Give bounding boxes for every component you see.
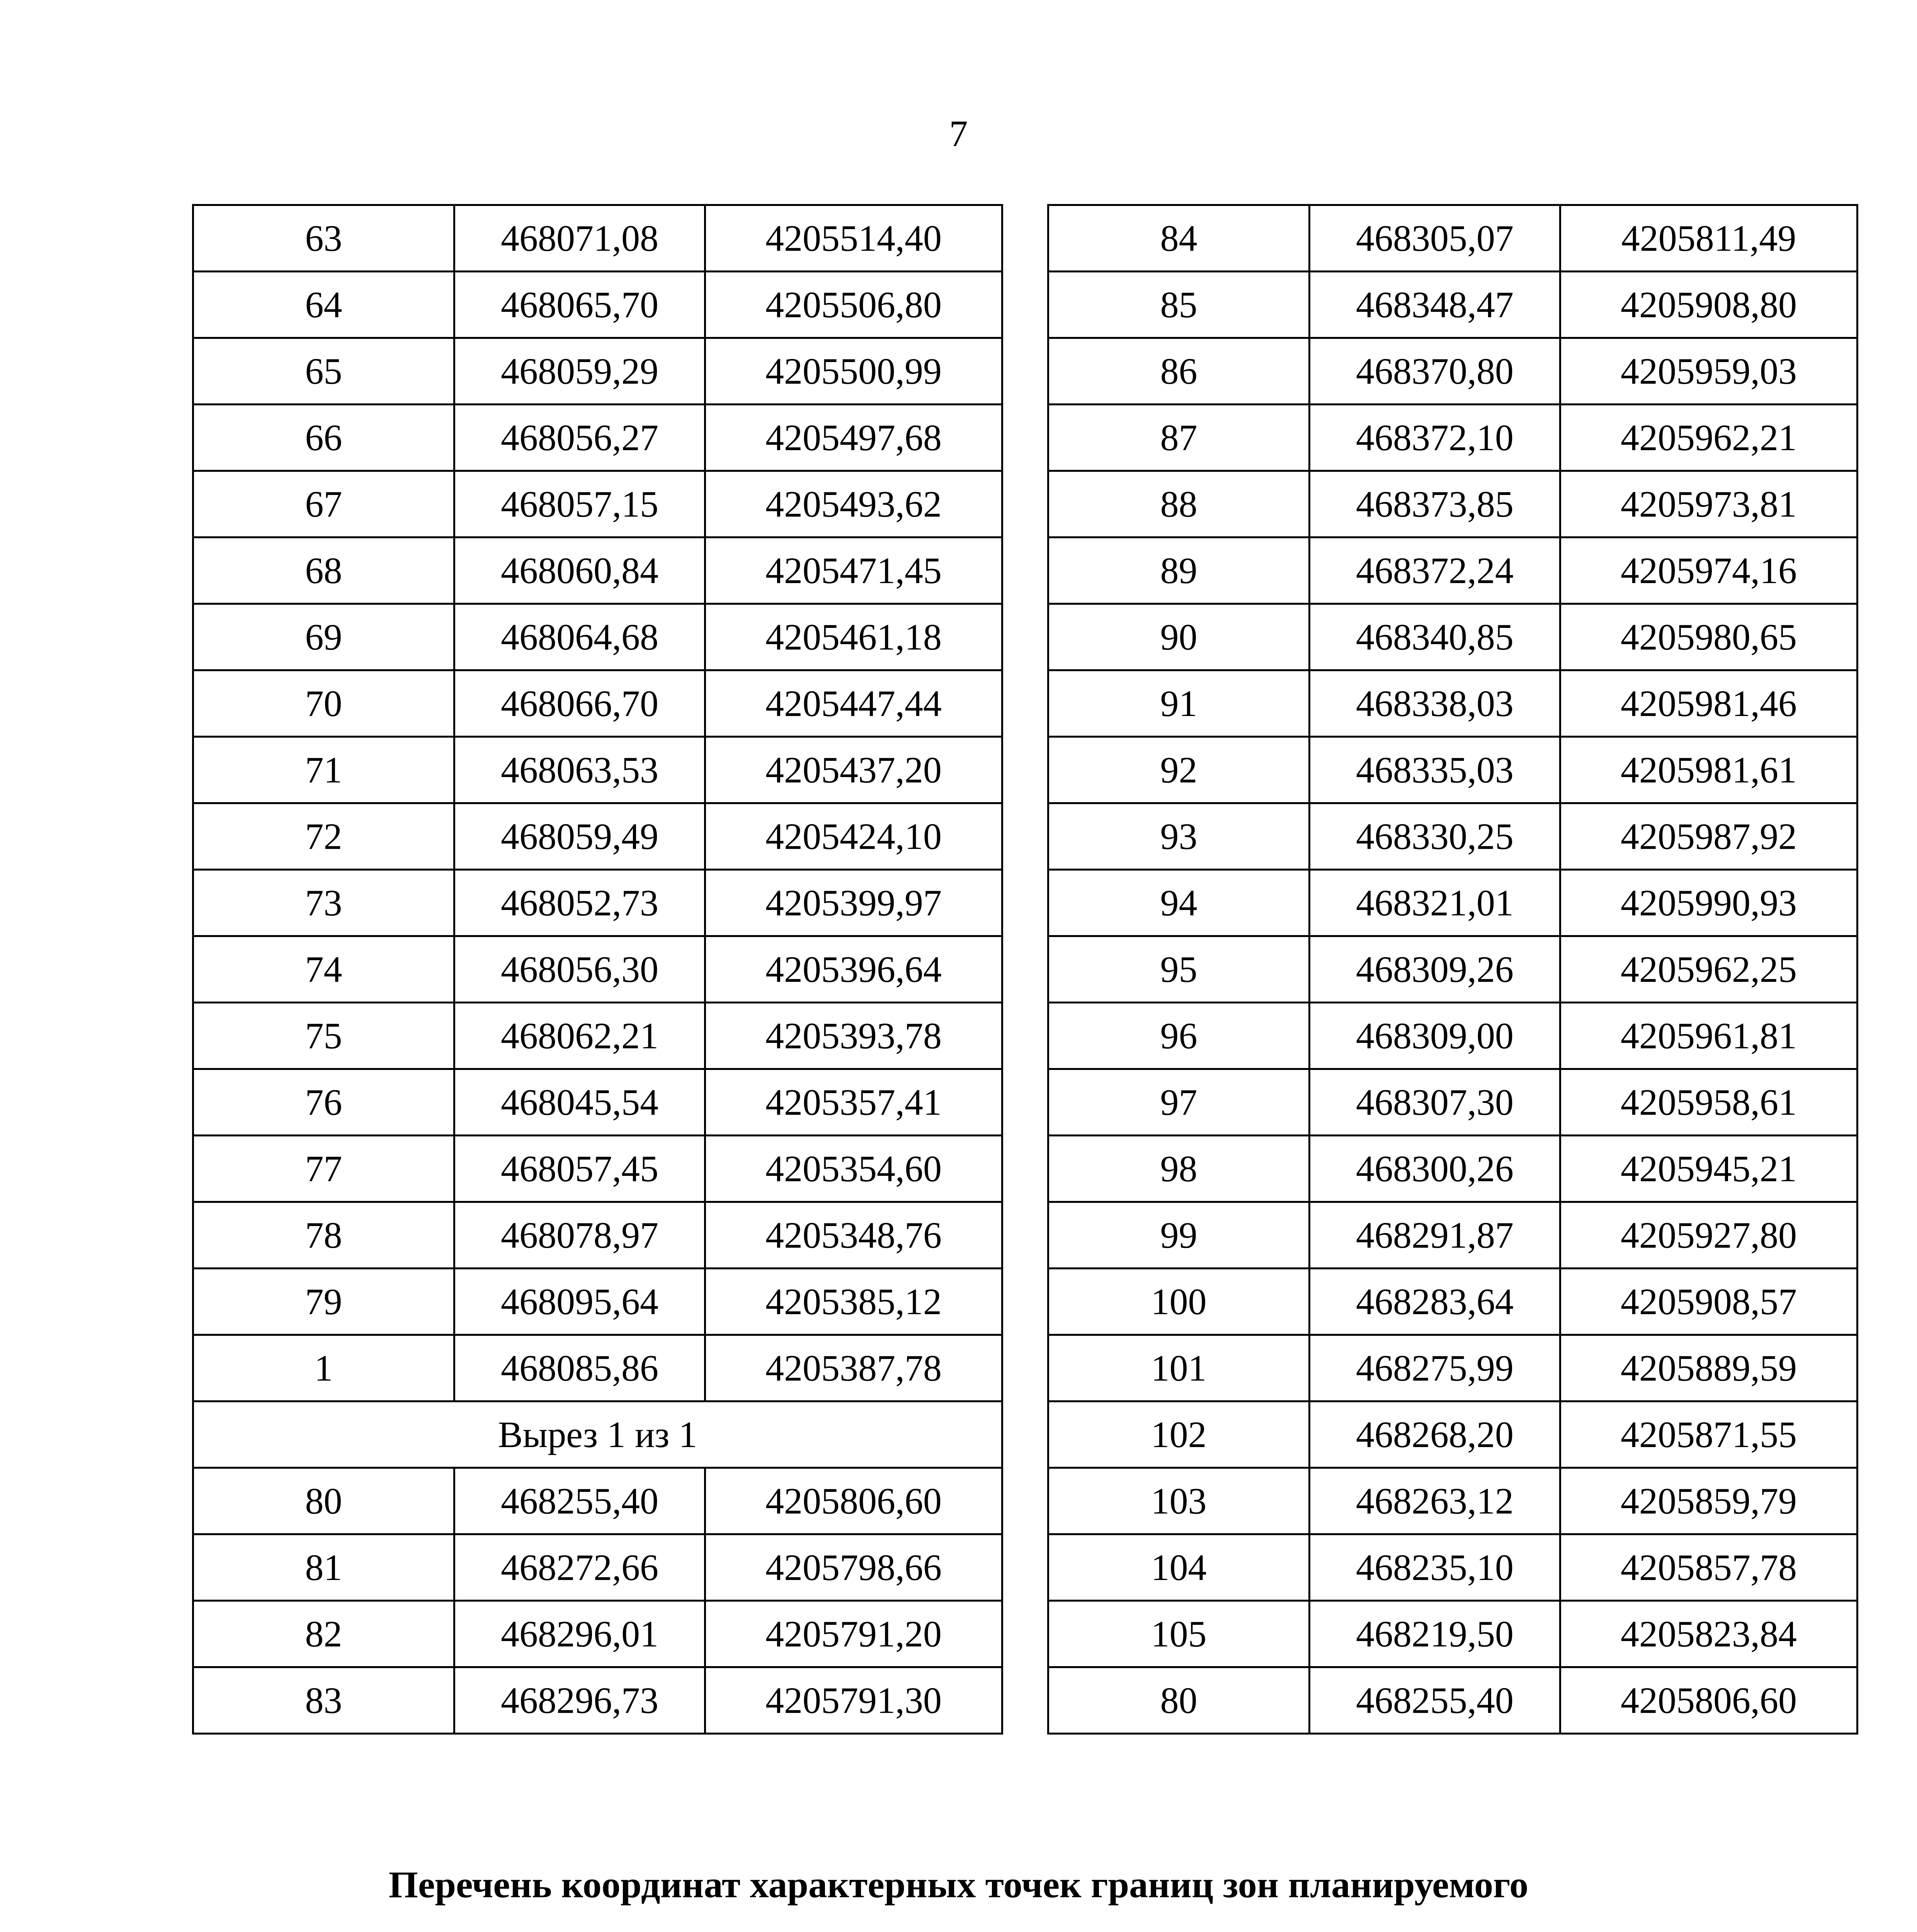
table-cell: 468348,47 bbox=[1310, 272, 1560, 338]
table-cell: 4205798,66 bbox=[705, 1534, 1002, 1601]
table-cell: 69 bbox=[193, 604, 454, 670]
table-cell: 4205461,18 bbox=[705, 604, 1002, 670]
table-row bbox=[193, 272, 1002, 338]
table-cell: 70 bbox=[193, 670, 454, 737]
table-cell: 73 bbox=[193, 870, 454, 936]
table-row bbox=[193, 1401, 1002, 1468]
table-cell: 468268,20 bbox=[1310, 1401, 1560, 1468]
table-cell: 4205889,59 bbox=[1560, 1335, 1857, 1401]
table-row bbox=[193, 1534, 1002, 1601]
table-cell: 85 bbox=[1048, 272, 1310, 338]
table-cell: 81 bbox=[193, 1534, 454, 1601]
table-cell: 468272,66 bbox=[454, 1534, 705, 1601]
table-row bbox=[193, 1069, 1002, 1136]
table-cell: 97 bbox=[1048, 1069, 1310, 1136]
table-cell: 98 bbox=[1048, 1136, 1310, 1202]
table-cell: 4205500,99 bbox=[705, 338, 1002, 405]
table-cell: 4205974,16 bbox=[1560, 537, 1857, 604]
table-row bbox=[193, 870, 1002, 936]
table-section-cell: Вырез 1 из 1 bbox=[193, 1401, 1002, 1468]
table-cell: 468309,26 bbox=[1310, 936, 1560, 1003]
table-row bbox=[193, 338, 1002, 405]
table-row bbox=[1048, 1136, 1857, 1202]
table-cell: 468309,00 bbox=[1310, 1003, 1560, 1069]
section-heading-coordinates bbox=[0, 1851, 1917, 1932]
table-cell: 468045,54 bbox=[454, 1069, 705, 1136]
table-row bbox=[193, 1136, 1002, 1202]
table-row bbox=[1048, 1269, 1857, 1335]
table-cell: 468263,12 bbox=[1310, 1468, 1560, 1534]
table-cell: 104 bbox=[1048, 1534, 1310, 1601]
table-cell: 468307,30 bbox=[1310, 1069, 1560, 1136]
table-cell: 4205980,65 bbox=[1560, 604, 1857, 670]
table-cell: 468340,85 bbox=[1310, 604, 1560, 670]
table-cell: 99 bbox=[1048, 1202, 1310, 1269]
coordinates-table-right bbox=[1047, 204, 1858, 1735]
table-cell: 468059,29 bbox=[454, 338, 705, 405]
table-row bbox=[1048, 1534, 1857, 1601]
table-cell: 468078,97 bbox=[454, 1202, 705, 1269]
table-cell: 76 bbox=[193, 1069, 454, 1136]
table-row bbox=[1048, 537, 1857, 604]
table-cell: 468062,21 bbox=[454, 1003, 705, 1069]
table-row bbox=[1048, 1468, 1857, 1534]
table-cell: 92 bbox=[1048, 737, 1310, 803]
table-row bbox=[1048, 737, 1857, 803]
table-cell: 4205962,21 bbox=[1560, 405, 1857, 471]
table-cell: 4205399,97 bbox=[705, 870, 1002, 936]
table-cell: 468071,08 bbox=[454, 205, 705, 272]
table-cell: 468305,07 bbox=[1310, 205, 1560, 272]
table-cell: 77 bbox=[193, 1136, 454, 1202]
table-cell: 72 bbox=[193, 803, 454, 870]
table-cell: 4205990,93 bbox=[1560, 870, 1857, 936]
table-cell: 4205811,49 bbox=[1560, 205, 1857, 272]
table-cell: 4205962,25 bbox=[1560, 936, 1857, 1003]
table-cell: 468219,50 bbox=[1310, 1601, 1560, 1667]
table-cell: 87 bbox=[1048, 405, 1310, 471]
table-row bbox=[193, 737, 1002, 803]
table-cell: 75 bbox=[193, 1003, 454, 1069]
table-cell: 79 bbox=[193, 1269, 454, 1335]
table-cell: 468296,01 bbox=[454, 1601, 705, 1667]
table-cell: 468296,73 bbox=[454, 1667, 705, 1734]
table-cell: 468338,03 bbox=[1310, 670, 1560, 737]
table-cell: 4205791,20 bbox=[705, 1601, 1002, 1667]
table-row bbox=[1048, 1202, 1857, 1269]
table-cell: 4205447,44 bbox=[705, 670, 1002, 737]
table-row bbox=[1048, 1401, 1857, 1468]
table-cell: 4205396,64 bbox=[705, 936, 1002, 1003]
table-cell: 4205981,61 bbox=[1560, 737, 1857, 803]
table-cell: 468059,49 bbox=[454, 803, 705, 870]
table-cell: 468065,70 bbox=[454, 272, 705, 338]
table-row bbox=[193, 936, 1002, 1003]
table-cell: 4205387,78 bbox=[705, 1335, 1002, 1401]
table-cell: 4205357,41 bbox=[705, 1069, 1002, 1136]
table-cell: 4205857,78 bbox=[1560, 1534, 1857, 1601]
table-cell: 82 bbox=[193, 1601, 454, 1667]
table-row bbox=[193, 1335, 1002, 1401]
table-row bbox=[193, 1667, 1002, 1734]
table-cell: 468052,73 bbox=[454, 870, 705, 936]
table-cell: 4205987,92 bbox=[1560, 803, 1857, 870]
table-cell: 100 bbox=[1048, 1269, 1310, 1335]
table-row bbox=[1048, 870, 1857, 936]
table-cell: 468056,30 bbox=[454, 936, 705, 1003]
table-cell: 88 bbox=[1048, 471, 1310, 537]
table-row bbox=[1048, 1335, 1857, 1401]
table-cell: 4205514,40 bbox=[705, 205, 1002, 272]
table-cell: 63 bbox=[193, 205, 454, 272]
table-row bbox=[193, 1269, 1002, 1335]
table-row bbox=[193, 405, 1002, 471]
table-cell: 4205506,80 bbox=[705, 272, 1002, 338]
table-cell: 4205385,12 bbox=[705, 1269, 1002, 1335]
table-row bbox=[1048, 272, 1857, 338]
table-cell: 4205791,30 bbox=[705, 1667, 1002, 1734]
table-cell: 4205497,68 bbox=[705, 405, 1002, 471]
table-cell: 468370,80 bbox=[1310, 338, 1560, 405]
table-row bbox=[193, 1003, 1002, 1069]
table-cell: 65 bbox=[193, 338, 454, 405]
table-row bbox=[1048, 471, 1857, 537]
table-cell: 4205973,81 bbox=[1560, 471, 1857, 537]
table-cell: 4205806,60 bbox=[705, 1468, 1002, 1534]
table-cell: 468275,99 bbox=[1310, 1335, 1560, 1401]
table-cell: 468335,03 bbox=[1310, 737, 1560, 803]
table-cell: 468056,27 bbox=[454, 405, 705, 471]
table-cell: 468321,01 bbox=[1310, 870, 1560, 936]
table-cell: 468372,10 bbox=[1310, 405, 1560, 471]
table-cell: 468255,40 bbox=[1310, 1667, 1560, 1734]
coordinates-table-left bbox=[192, 204, 1003, 1735]
table-cell: 4205806,60 bbox=[1560, 1667, 1857, 1734]
table-cell: 468255,40 bbox=[454, 1468, 705, 1534]
table-cell: 93 bbox=[1048, 803, 1310, 870]
table-cell: 101 bbox=[1048, 1335, 1310, 1401]
table-row bbox=[193, 537, 1002, 604]
table-cell: 468064,68 bbox=[454, 604, 705, 670]
table-cell: 4205437,20 bbox=[705, 737, 1002, 803]
table-cell: 4205958,61 bbox=[1560, 1069, 1857, 1136]
table-row bbox=[1048, 1003, 1857, 1069]
table-row bbox=[1048, 803, 1857, 870]
table-cell: 468060,84 bbox=[454, 537, 705, 604]
page-number: 7 bbox=[949, 113, 968, 154]
table-cell: 4205424,10 bbox=[705, 803, 1002, 870]
table-cell: 64 bbox=[193, 272, 454, 338]
table-cell: 80 bbox=[1048, 1667, 1310, 1734]
table-cell: 78 bbox=[193, 1202, 454, 1269]
table-cell: 4205348,76 bbox=[705, 1202, 1002, 1269]
table-row bbox=[1048, 604, 1857, 670]
table-cell: 4205945,21 bbox=[1560, 1136, 1857, 1202]
table-cell: 91 bbox=[1048, 670, 1310, 737]
table-cell: 94 bbox=[1048, 870, 1310, 936]
table-cell: 83 bbox=[193, 1667, 454, 1734]
table-cell: 468095,64 bbox=[454, 1269, 705, 1335]
table-cell: 4205471,45 bbox=[705, 537, 1002, 604]
table-row bbox=[1048, 1069, 1857, 1136]
table-cell: 468057,45 bbox=[454, 1136, 705, 1202]
table-cell: 66 bbox=[193, 405, 454, 471]
table-cell: 90 bbox=[1048, 604, 1310, 670]
table-cell: 468066,70 bbox=[454, 670, 705, 737]
table-row bbox=[1048, 1601, 1857, 1667]
table-row bbox=[1048, 405, 1857, 471]
table-cell: 4205393,78 bbox=[705, 1003, 1002, 1069]
table-cell: 468057,15 bbox=[454, 471, 705, 537]
table-cell: 4205354,60 bbox=[705, 1136, 1002, 1202]
table-cell: 102 bbox=[1048, 1401, 1310, 1468]
table-cell: 89 bbox=[1048, 537, 1310, 604]
table-cell: 4205871,55 bbox=[1560, 1401, 1857, 1468]
table-row bbox=[1048, 1667, 1857, 1734]
table-row bbox=[193, 1468, 1002, 1534]
table-cell: 84 bbox=[1048, 205, 1310, 272]
table-cell: 95 bbox=[1048, 936, 1310, 1003]
table-cell: 80 bbox=[193, 1468, 454, 1534]
table-row bbox=[193, 1601, 1002, 1667]
table-row bbox=[1048, 670, 1857, 737]
table-cell: 4205493,62 bbox=[705, 471, 1002, 537]
table-row bbox=[193, 205, 1002, 272]
table-cell: 468372,24 bbox=[1310, 537, 1560, 604]
table-cell: 468235,10 bbox=[1310, 1534, 1560, 1601]
heading-line bbox=[0, 1919, 1917, 1932]
table-cell: 71 bbox=[193, 737, 454, 803]
table-cell: 4205859,79 bbox=[1560, 1468, 1857, 1534]
table-row bbox=[193, 1202, 1002, 1269]
table-cell: 4205959,03 bbox=[1560, 338, 1857, 405]
table-cell: 103 bbox=[1048, 1468, 1310, 1534]
table-cell: 74 bbox=[193, 936, 454, 1003]
table-cell: 96 bbox=[1048, 1003, 1310, 1069]
table-cell: 468283,64 bbox=[1310, 1269, 1560, 1335]
table-cell: 468291,87 bbox=[1310, 1202, 1560, 1269]
table-row bbox=[1048, 338, 1857, 405]
table-cell: 67 bbox=[193, 471, 454, 537]
table-cell: 4205961,81 bbox=[1560, 1003, 1857, 1069]
table-cell: 4205927,80 bbox=[1560, 1202, 1857, 1269]
table-cell: 4205908,57 bbox=[1560, 1269, 1857, 1335]
table-row bbox=[193, 604, 1002, 670]
heading-line: Перечень координат характерных точек границ зон планируемого bbox=[388, 1864, 1529, 1906]
table-row bbox=[1048, 205, 1857, 272]
table-cell: 468300,26 bbox=[1310, 1136, 1560, 1202]
table-row bbox=[1048, 936, 1857, 1003]
table-cell: 4205908,80 bbox=[1560, 272, 1857, 338]
table-cell: 4205981,46 bbox=[1560, 670, 1857, 737]
table-cell: 468373,85 bbox=[1310, 471, 1560, 537]
table-cell: 468085,86 bbox=[454, 1335, 705, 1401]
table-cell: 468063,53 bbox=[454, 737, 705, 803]
table-cell: 86 bbox=[1048, 338, 1310, 405]
table-cell: 1 bbox=[193, 1335, 454, 1401]
table-cell: 4205823,84 bbox=[1560, 1601, 1857, 1667]
table-cell: 105 bbox=[1048, 1601, 1310, 1667]
table-cell: 468330,25 bbox=[1310, 803, 1560, 870]
table-row bbox=[193, 670, 1002, 737]
table-row bbox=[193, 471, 1002, 537]
table-cell: 68 bbox=[193, 537, 454, 604]
table-row bbox=[193, 803, 1002, 870]
